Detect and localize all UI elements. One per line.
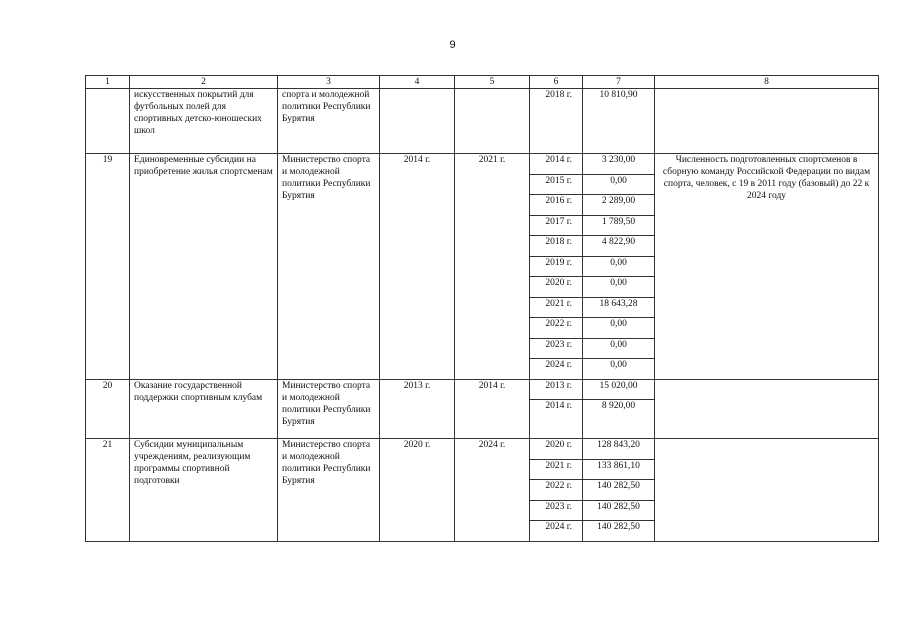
table-row [86,379,879,400]
amount-cell: 8 920,00 [583,400,655,439]
table-row [86,439,879,460]
header-cell: 5 [455,76,530,89]
year-cell: 2017 г. [530,215,583,236]
table-row [86,89,879,154]
indicator-cell: Численность подготовленных спортсменов в сборную команду Российской Федерации по видам спорта, человек, с 19 в 2011 году (базовый) до 22 к 2024 году [655,154,879,380]
amount-cell: 1 789,50 [583,215,655,236]
year-cell: 2014 г. [530,154,583,175]
amount-cell: 10 810,90 [583,89,655,154]
amount-cell: 128 843,20 [583,439,655,460]
header-cell: 3 [278,76,380,89]
table-header-row [86,76,879,89]
amount-cell: 18 643,28 [583,297,655,318]
row-number-cell: 21 [86,439,130,542]
event-name-cell: Оказание государственной поддержки спортивным клубам [130,379,278,439]
year-cell: 2023 г. [530,500,583,521]
header-cell: 8 [655,76,879,89]
year-cell: 2014 г. [530,400,583,439]
amount-cell: 140 282,50 [583,480,655,501]
year-cell: 2022 г. [530,480,583,501]
year-cell: 2015 г. [530,174,583,195]
start-year-cell: 2014 г. [380,154,455,380]
year-cell: 2013 г. [530,379,583,400]
executor-cell: Министерство спорта и молодежной политики Республики Бурятия [278,154,380,380]
year-cell: 2022 г. [530,318,583,339]
year-cell: 2020 г. [530,277,583,298]
year-cell: 2021 г. [530,297,583,318]
header-cell: 2 [130,76,278,89]
start-year-cell: 2020 г. [380,439,455,542]
amount-cell: 0,00 [583,318,655,339]
year-cell: 2018 г. [530,89,583,154]
table-row [86,154,879,175]
amount-cell: 3 230,00 [583,154,655,175]
end-year-cell: 2014 г. [455,379,530,439]
event-name-cell: Субсидии муниципальным учреждениям, реализующим программы спортивной подготовки [130,439,278,542]
header-cell: 6 [530,76,583,89]
start-year-cell: 2013 г. [380,379,455,439]
row-number-cell: 19 [86,154,130,380]
program-table [85,75,879,542]
year-cell: 2024 г. [530,521,583,542]
executor-cell: Министерство спорта и молодежной политики Республики Бурятия [278,439,380,542]
year-cell: 2020 г. [530,439,583,460]
page-number: 9 [449,39,456,51]
end-year-cell: 2024 г. [455,439,530,542]
year-cell: 2018 г. [530,236,583,257]
amount-cell: 0,00 [583,256,655,277]
amount-cell: 0,00 [583,359,655,380]
year-cell: 2016 г. [530,195,583,216]
indicator-cell [655,379,879,439]
amount-cell: 4 822,90 [583,236,655,257]
header-cell: 1 [86,76,130,89]
event-name-cell: Единовременные субсидии на приобретение жилья спортсменам [130,154,278,380]
header-cell: 7 [583,76,655,89]
executor-cell: Министерство спорта и молодежной политики Республики Бурятия [278,379,380,439]
amount-cell: 0,00 [583,277,655,298]
amount-cell: 2 289,00 [583,195,655,216]
end-year-cell [455,89,530,154]
indicator-cell [655,89,879,154]
header-cell: 4 [380,76,455,89]
year-cell: 2019 г. [530,256,583,277]
amount-cell: 15 020,00 [583,379,655,400]
event-name-cell: искусственных покрытий для футбольных полей для спортивных детско-юношеских школ [130,89,278,154]
row-number-cell: 20 [86,379,130,439]
executor-cell: спорта и молодежной политики Республики Бурятия [278,89,380,154]
year-cell: 2023 г. [530,338,583,359]
indicator-cell [655,439,879,542]
row-number-cell [86,89,130,154]
amount-cell: 0,00 [583,338,655,359]
year-cell: 2024 г. [530,359,583,380]
amount-cell: 0,00 [583,174,655,195]
end-year-cell: 2021 г. [455,154,530,380]
start-year-cell [380,89,455,154]
amount-cell: 140 282,50 [583,521,655,542]
amount-cell: 140 282,50 [583,500,655,521]
amount-cell: 133 861,10 [583,459,655,480]
year-cell: 2021 г. [530,459,583,480]
